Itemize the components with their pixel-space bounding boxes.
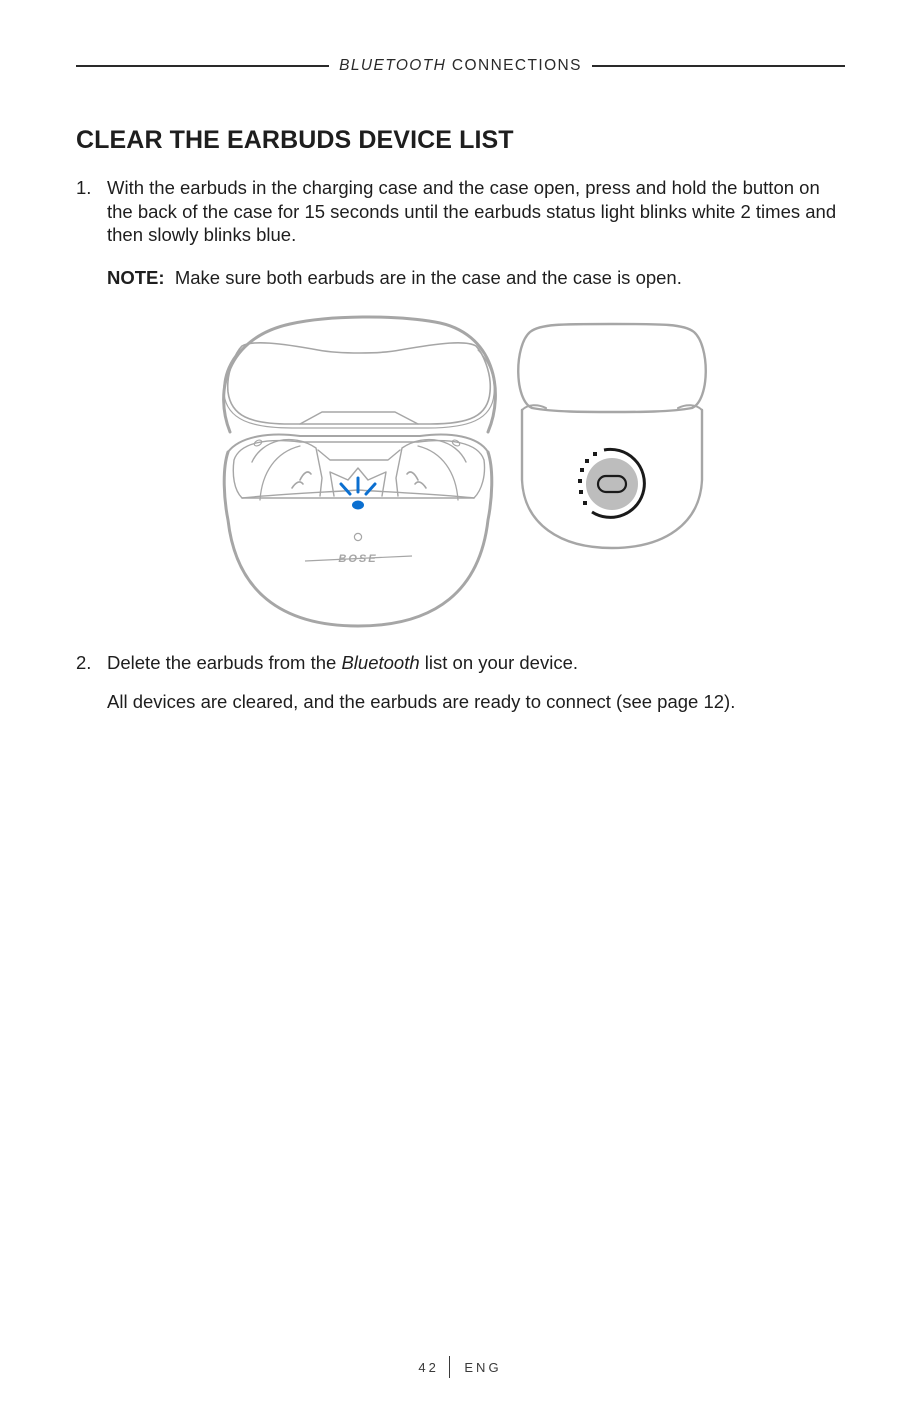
running-header: [76, 56, 845, 76]
header-rule-left: [76, 65, 329, 67]
note-text: Make sure both earbuds are in the case and the case is open.: [174, 267, 682, 288]
step-text-before: Delete the earbuds from the: [107, 652, 342, 673]
note: [107, 266, 682, 290]
case-base: [224, 435, 492, 626]
case-back-view: [518, 324, 706, 548]
status-light-icon: [341, 478, 375, 510]
page-footer: [0, 1355, 920, 1379]
page-number: 42: [418, 1359, 439, 1375]
footer-divider: [449, 1356, 451, 1378]
bose-logo: [305, 553, 412, 565]
step-number: 1.: [76, 177, 92, 198]
step-text: [107, 651, 578, 675]
section-label-italic: BLUETOOTH: [339, 57, 447, 74]
step-text-italic: Bluetooth: [341, 652, 420, 673]
section-label-rest: CONNECTIONS: [451, 57, 582, 74]
svg-text:BOSE: BOSE: [338, 553, 378, 565]
step-number: 2.: [76, 652, 92, 673]
step-text: With the earbuds in the charging case and the case open, press and hold the button on the back of the case for 15 seconds until the earbuds status light blinks white 2 times and then slowly blinks blue.: [107, 177, 837, 245]
case-lid: [224, 317, 496, 432]
step-2-result: All devices are cleared, and the earbuds are ready to connect (see page 12).: [107, 691, 736, 712]
note-label: NOTE:: [107, 267, 165, 288]
section-label: [329, 57, 592, 75]
page-title: CLEAR THE EARBUDS DEVICE LIST: [76, 126, 514, 154]
earbuds-case-illustration: [215, 312, 715, 634]
case-indicator-hole: [354, 533, 361, 540]
case-button-icon: [578, 449, 644, 517]
language-code: ENG: [464, 1359, 502, 1375]
header-rule-right: [592, 65, 845, 67]
step-text-after: list on your device.: [419, 652, 579, 673]
